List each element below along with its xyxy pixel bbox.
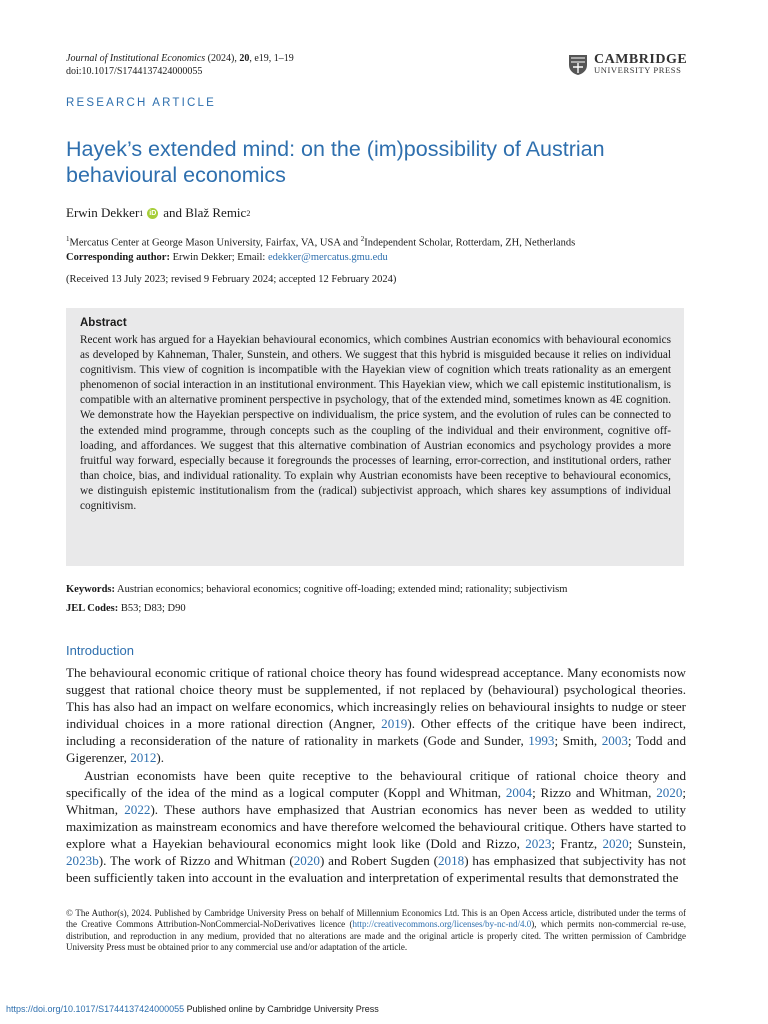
publisher-logo xyxy=(568,54,687,76)
publisher-logo-line1: CAMBRIDGE xyxy=(594,52,688,67)
citation-link[interactable]: 2003 xyxy=(601,733,628,749)
citation-link[interactable]: 2020 xyxy=(602,835,629,851)
journal-citation xyxy=(66,52,294,78)
abstract-text: Recent work has argued for a Hayekian behavioural economics, which combines Austrian economics with behavioural economics as developed by Kahneman, Thaler, Sunstein, and others. We suggest that this hybrid is misguided because it relies on individual cognitivism. This view of cognition is incompatible with the Hayekian view of cognition which treats rationality as an emergent phenomenon of social interaction in an institutional environment. This Hayekian view, which we call epistemic institutionalism, is compatible with an alternative prominent perspective in psychology, that of the extended mind, sometimes known as 4E cognition. We demonstrate how the Hayekian perspective on individualism, the price system, and the evolution of rules can be connected to the extended mind programme, through concepts such as the coupling of the individual and their environment, cognitive off-loading, and affordances. We suggest that this alternative combination of Austrian economics and psychology provides a more fruitful way forward, especially because it foregrounds the processes of learning, error-correction, and institutional orders, rather than choice, bias, and individual rationality. To explain why Austrian economists have been receptive to behavioural economics, we distinguish epistemic institutionalism from the (radical) subjectivist approach, which shares key assumptions of individual cognitivism. xyxy=(80,334,671,513)
cambridge-shield-icon xyxy=(568,54,588,76)
citation-link[interactable]: 1993 xyxy=(528,733,555,749)
text-run: The behavioural economic critique of rational choice theory has found widespread acceptance. Many economists now suggest that rational choice theory must be supplemented, if not replaced by (behavioural) psychological theories. This has also had an impact on welfare economics, which increasingly relies on behavioural insights to nudge or steer individual choices in a more rational direction (Angner, xyxy=(66,665,686,732)
email-link[interactable]: edekker@mercatus.gmu.edu xyxy=(267,251,388,263)
citation-link[interactable]: 2019 xyxy=(381,716,408,732)
doi-link[interactable]: https://doi.org/10.1017/S1744137424000055 xyxy=(6,1004,185,1014)
journal-year: (2024), xyxy=(207,53,237,64)
article-type: RESEARCH ARTICLE xyxy=(66,97,217,109)
text-run: ). These authors have emphasized that Austrian economics has never been as wedded to utility maximization as mainstream economics and have therefore welcomed the behavioural critique. Others have started to explore what a Hayekian behavioural economics might look like (Dold and Rizzo, xyxy=(66,801,686,851)
journal-name: Journal of Institutional Economics xyxy=(66,53,206,64)
journal-pages: , e19, 1–19 xyxy=(249,53,294,64)
author-2-sup: 2 xyxy=(246,208,251,218)
license-link[interactable]: http://creativecommons.org/licenses/by-nc-nd/4.0 xyxy=(352,919,532,930)
text-run: ; Smith, xyxy=(554,733,602,749)
published-online-text: Published online by Cambridge University Press xyxy=(184,1004,379,1014)
article-title: Hayek’s extended mind: on the (im)possibility of Austrian behavioural economics xyxy=(66,137,605,187)
orcid-icon[interactable]: iD xyxy=(149,209,157,217)
text-run: ; Rizzo and Whitman, xyxy=(532,784,657,800)
introduction-body xyxy=(66,664,686,886)
citation-link[interactable]: 2004 xyxy=(505,784,533,800)
text-run: ). xyxy=(156,750,165,766)
text-run: ; Todd and Gigerenzer, xyxy=(66,733,687,766)
published-online-bar xyxy=(6,1004,379,1014)
text-run: ; Sunstein, xyxy=(628,835,686,851)
intro-paragraph-2 xyxy=(66,767,686,887)
author-2[interactable]: and Blaž Remic xyxy=(163,205,247,220)
text-run: ). The work of Rizzo and Whitman ( xyxy=(98,853,294,869)
citation-link[interactable]: 2020 xyxy=(656,784,683,800)
publisher-logo-line2: UNIVERSITY PRESS xyxy=(594,65,682,75)
affil-sup-1: 1 xyxy=(66,235,70,243)
keywords-text: Austrian economics; behavioral economics; cognitive off-loading; extended mind; rationality; subjectivism xyxy=(115,584,568,595)
section-heading-introduction: Introduction xyxy=(66,643,134,658)
keywords xyxy=(66,583,706,597)
intro-paragraph-1 xyxy=(66,664,686,767)
text-run: ) and Robert Sugden ( xyxy=(319,853,438,869)
citation-link[interactable]: 2023 xyxy=(525,835,552,851)
text-run: ). Other effects of the critique have been indirect, including a reconsideration of the nature of rationality in markets (Gode and Sunder, xyxy=(66,716,686,749)
abstract-heading: Abstract xyxy=(80,317,127,329)
text-run: ) has emphasized that subjectivity has not been sufficiently taken into account in the evaluation and interpretation of experimental results that demonstrated the xyxy=(66,853,686,886)
citation-link[interactable]: 2023b xyxy=(66,853,99,869)
journal-doi: doi:10.1017/S1744137424000055 xyxy=(66,66,203,77)
corresponding-text: Erwin Dekker; Email: xyxy=(169,251,268,263)
jel-label: JEL Codes: xyxy=(66,603,119,614)
citation-link[interactable]: 2012 xyxy=(130,750,157,766)
text-run: ; Whitman, xyxy=(66,784,687,817)
jel-text: B53; D83; D90 xyxy=(118,603,186,614)
citation-link[interactable]: 2022 xyxy=(124,801,151,817)
author-1-sup: 1 xyxy=(139,208,144,218)
affiliations xyxy=(66,232,706,265)
text-run: © The Author(s), 2024. Published by Cambridge University Press on behalf of Millennium Economics Ltd. This is an Open Access article, distributed under the terms of the Creative Commons Attribution-NonCommercial-NoDerivatives licence ( xyxy=(66,908,686,930)
received-dates: (Received 13 July 2023; revised 9 February 2024; accepted 12 February 2024) xyxy=(66,274,397,285)
keywords-label: Keywords: xyxy=(66,584,115,595)
citation-link[interactable]: 2020 xyxy=(293,853,320,869)
journal-volume: 20 xyxy=(239,53,250,64)
text-run: ), which permits non-commercial re-use, distribution, and reproduction in any medium, provided that no alterations are made and the original article is properly cited. The written permission of Cambridge University Press must be obtained prior to any commercial use and/or adaptation of the article. xyxy=(66,919,686,952)
corresponding-label: Corresponding author: xyxy=(66,251,170,263)
jel-codes xyxy=(66,603,186,614)
text-run: Austrian economists have been quite receptive to the behavioural critique of rational choice theory and specifically of the idea of the mind as a logical computer (Koppl and Whitman, xyxy=(66,767,686,800)
affil-sup-2: 2 xyxy=(360,235,365,243)
affil-text-1: Mercatus Center at George Mason University, Fairfax, VA, USA and xyxy=(69,237,361,249)
text-run: ; Frantz, xyxy=(551,835,603,851)
affil-text-2: Independent Scholar, Rotterdam, ZH, Netherlands xyxy=(364,237,576,249)
citation-link[interactable]: 2018 xyxy=(438,853,465,869)
license-footnote xyxy=(66,908,686,953)
author-line xyxy=(66,205,250,221)
author-1[interactable]: Erwin Dekker xyxy=(66,205,140,220)
